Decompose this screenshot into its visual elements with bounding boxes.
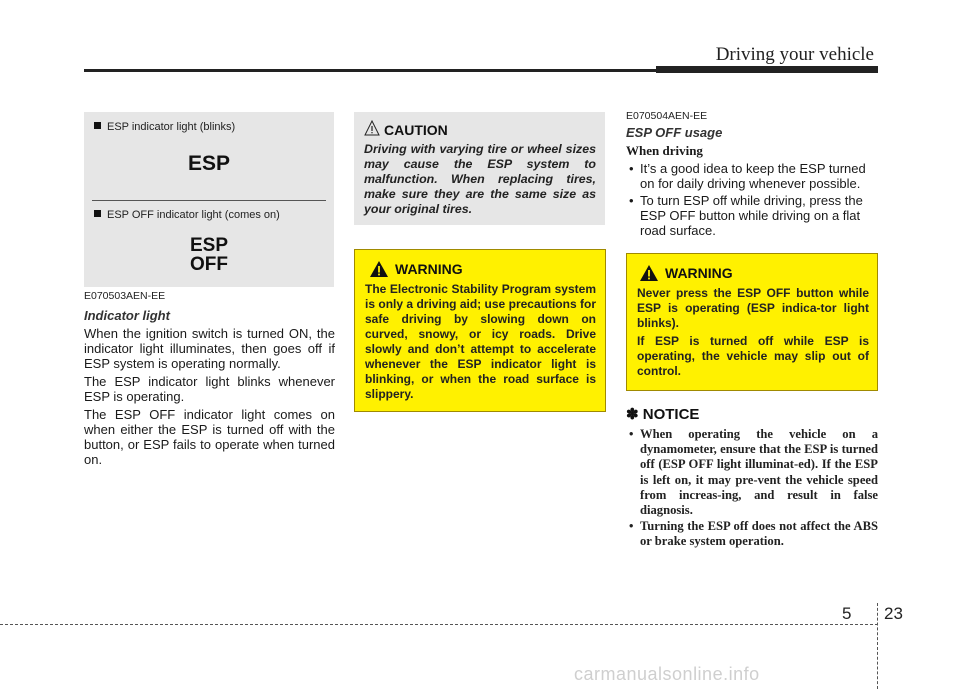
page-number: 23 bbox=[884, 604, 903, 623]
warning-triangle-icon bbox=[369, 260, 389, 278]
warning-title: WARNING bbox=[395, 261, 463, 277]
indicator-caption-1: ESP indicator light (blinks) bbox=[94, 121, 235, 133]
bullet-list bbox=[626, 161, 878, 238]
list-item: • To turn ESP off while driving, press the ESP OFF button while driving on a flat road surface. bbox=[629, 193, 863, 238]
section-heading: ESP OFF usage bbox=[626, 125, 723, 140]
paragraph: When the ignition switch is turned ON, the indicator light illuminates, then goes off if ESP system is operating normally. bbox=[84, 326, 335, 371]
section-heading: Indicator light bbox=[84, 308, 170, 323]
section-code: E070504AEN-EE bbox=[626, 110, 708, 122]
list-item: • It’s a good idea to keep the ESP turned on for daily driving whenever possible. bbox=[629, 161, 866, 191]
notice-section bbox=[626, 405, 878, 551]
indicator-caption-2: ESP OFF indicator light (comes on) bbox=[94, 209, 280, 221]
paragraph: The ESP indicator light blinks whenever ESP is operating. bbox=[84, 374, 335, 404]
panel-divider bbox=[92, 200, 326, 201]
footer-vertical-rule bbox=[877, 603, 878, 689]
warning-body: The Electronic Stability Program system is only a driving aid; use precautions for safe driving by slowing down on curved, snowy, or icy roads. Drive slowly and don’t attempt to accelerate whenever the ESP indicator light is blinking, or when the road surface is slippery. bbox=[365, 282, 596, 401]
indicator-light-section bbox=[84, 290, 335, 470]
header-rule-accent bbox=[656, 66, 878, 73]
esp-off-usage-section bbox=[626, 110, 878, 240]
page-header-title: Driving your vehicle bbox=[715, 44, 874, 65]
esp-off-indicator-symbol: ESP OFF bbox=[189, 235, 229, 275]
warning-box-esp-off-button bbox=[626, 253, 878, 391]
indicator-light-panel bbox=[84, 112, 334, 287]
section-subheading: When driving bbox=[626, 143, 703, 158]
caution-box bbox=[354, 112, 605, 225]
paragraph: The ESP OFF indicator light comes on when either the ESP is turned off with the button, or ESP fails to operate when turned on. bbox=[84, 407, 335, 467]
warning-body: Never press the ESP OFF button while ESP is operating (ESP indica-tor light blinks). If ESP is turned off while ESP is operating, the vehicle may slip out of control. bbox=[637, 286, 869, 378]
square-bullet-icon bbox=[94, 210, 101, 217]
square-bullet-icon bbox=[94, 122, 101, 129]
notice-title: ✽ NOTICE bbox=[626, 406, 700, 423]
footer-rule bbox=[0, 624, 878, 625]
warning-triangle-icon bbox=[639, 264, 659, 282]
caution-body: Driving with varying tire or wheel sizes may cause the ESP system to malfunction. When replacing tires, make sure they are the same size as your original tires. bbox=[364, 142, 596, 216]
caution-title: CAUTION bbox=[384, 122, 448, 138]
section-number: 5 bbox=[842, 604, 852, 623]
warning-title: WARNING bbox=[665, 265, 733, 281]
caution-triangle-icon bbox=[364, 120, 380, 136]
section-code: E070503AEN-EE bbox=[84, 290, 166, 302]
warning-box-esp-aid bbox=[354, 249, 606, 412]
esp-indicator-symbol: ESP bbox=[187, 152, 231, 175]
list-item: • Turning the ESP off does not affect the ABS or brake system operation. bbox=[629, 519, 878, 549]
watermark: carmanualsonline.info bbox=[574, 664, 760, 684]
notice-list bbox=[626, 427, 878, 550]
list-item: • When operating the vehicle on a dynamometer, ensure that the ESP is turned off (ESP OFF light illuminat-ed). If the ESP is left on, it may pre-vent the vehicle speed from increas-ing, and result in false diagnosis. bbox=[629, 427, 878, 518]
